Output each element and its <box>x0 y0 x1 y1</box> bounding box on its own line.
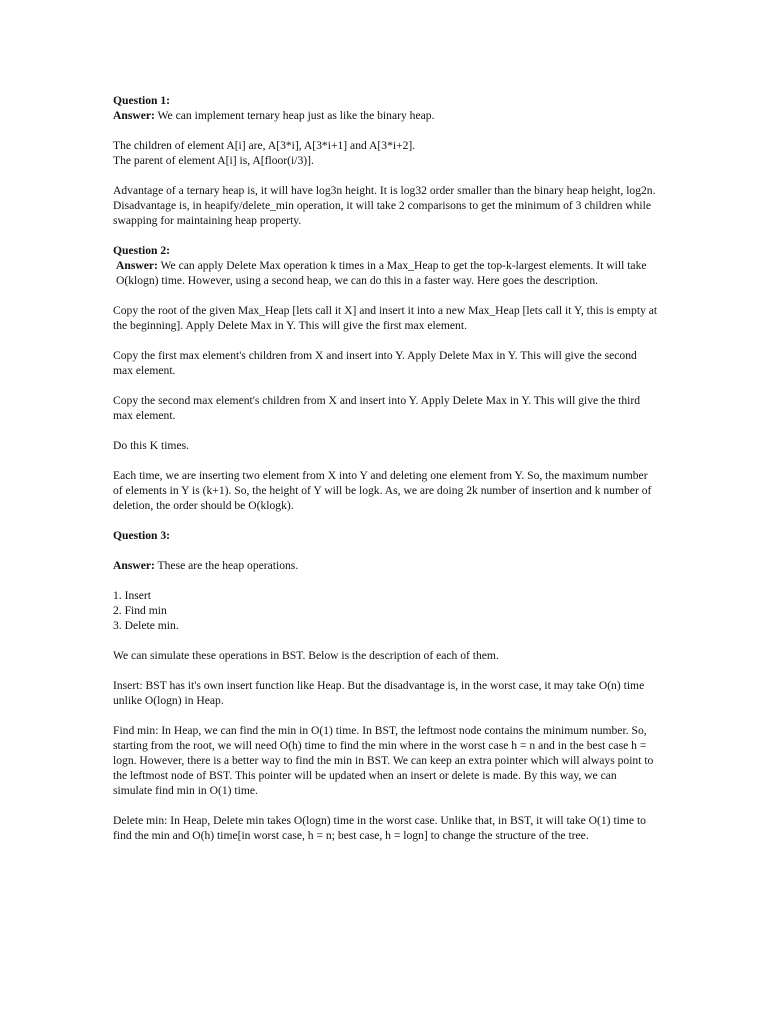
q3-heading: Question 3: <box>113 529 171 542</box>
q3-op-deletemin: 3. Delete min. <box>113 619 179 632</box>
q1-answer-label: Answer: <box>113 109 155 122</box>
q3-block <box>113 528 658 543</box>
q2-heading: Question 2: <box>113 244 171 257</box>
q2-analysis: Each time, we are inserting two element from X into Y and deleting one element from Y. So, the maximum number of elements in Y is (k+1). So, the height of Y will be logk. As, we are doing 2k number of insertion and k number of deletion, the order should be O(klogk). <box>113 469 652 512</box>
q1-answer-text: We can implement ternary heap just as like the binary heap. <box>154 109 435 122</box>
q2-step3: Copy the second max element's children from X and insert into Y. Apply Delete Max in Y. This will give the third max element. <box>113 394 641 422</box>
q2-step2: Copy the first max element's children from X and insert into Y. Apply Delete Max in Y. This will give the second max element. <box>113 349 637 377</box>
q2-answer-text: We can apply Delete Max operation k times in a Max_Heap to get the top-k-largest elements. It will take O(klogn) time. However, using a second heap, we can do this in a faster way. Here goes the description. <box>116 259 647 287</box>
q3-answer-label: Answer: <box>113 559 155 572</box>
q3-intro: We can simulate these operations in BST. Below is the description of each of them. <box>113 649 499 662</box>
q1-answer <box>113 108 658 123</box>
q3-insert: Insert: BST has it's own insert function like Heap. But the disadvantage is, in the worst case, it may take O(n) time unlike O(logn) in Heap. <box>113 679 645 707</box>
q3-op-findmin: 2. Find min <box>113 604 167 617</box>
q1-advantage: Advantage of a ternary heap is, it will have log3n height. It is log32 order smaller than the binary heap height, log2n. <box>113 184 656 197</box>
q1-children-parent <box>113 138 658 168</box>
q1-block <box>113 93 658 123</box>
q2-block <box>113 243 658 288</box>
q2-answer-label: Answer: <box>116 259 158 272</box>
q3-answer-text: These are the heap operations. <box>154 559 299 572</box>
q3-ops-list <box>113 588 658 633</box>
q1-adv-disadv <box>113 183 658 228</box>
q1-children: The children of element A[i] are, A[3*i], A[3*i+1] and A[3*i+2]. <box>113 139 416 152</box>
q1-disadvantage: Disadvantage is, in heapify/delete_min operation, it will take 2 comparisons to get the minimum of 3 children while swapping for maintaining heap property. <box>113 199 652 227</box>
q3-op-insert: 1. Insert <box>113 589 151 602</box>
q2-repeat: Do this K times. <box>113 439 190 452</box>
q3-answer <box>113 558 658 573</box>
q2-answer <box>113 258 658 288</box>
document-page <box>113 93 658 858</box>
q3-deletemin: Delete min: In Heap, Delete min takes O(logn) time in the worst case. Unlike that, in BST, it will take O(1) time to find the min and O(h) time[in worst case, h = n; best case, h = logn] to change the structure of the tree. <box>113 814 646 842</box>
q1-parent: The parent of element A[i] is, A[floor(i/3)]. <box>113 154 314 167</box>
q2-step1: Copy the root of the given Max_Heap [lets call it X] and insert it into a new Max_Heap [lets call it Y, this is empty at the beginning]. Apply Delete Max in Y. This will give the first max element. <box>113 304 658 332</box>
q1-heading: Question 1: <box>113 94 171 107</box>
q3-findmin: Find min: In Heap, we can find the min in O(1) time. In BST, the leftmost node contains the minimum number. So, starting from the root, we will need O(h) time to find the min where in the worst case h = n and in the best case h = logn. However, there is a better way to find the min in BST. We can keep an extra pointer which will always point to the leftmost node of BST. This pointer will be updated when an insert or delete is made. By this way, we can simulate find min in O(1) time. <box>113 724 654 797</box>
